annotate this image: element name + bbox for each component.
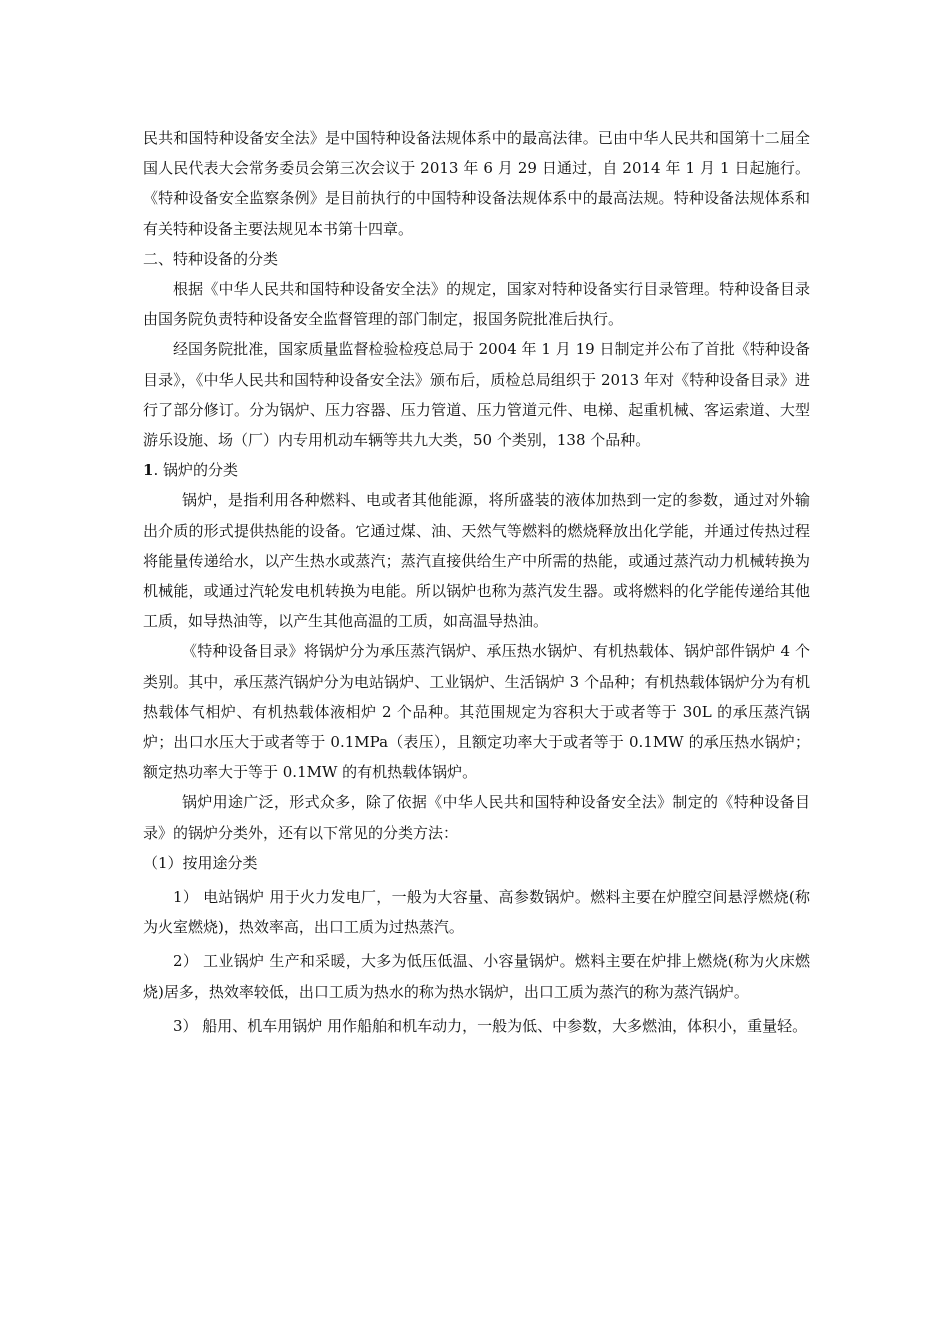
heading-boiler-classification bbox=[143, 455, 810, 485]
list-item-marine-locomotive-boiler: 3） 船用、机车用锅炉 用作船舶和机车动力，一般为低、中参数，大多燃油，体积小，重量轻。 bbox=[173, 1016, 808, 1035]
heading-by-use: （1）按用途分类 bbox=[143, 853, 258, 872]
paragraph-boiler-definition: 锅炉，是指利用各种燃料、电或者其他能源，将所盛装的液体加热到一定的参数，通过对外输出介质的形式提供热能的设备。它通过煤、油、天然气等燃料的燃烧释放出化学能，并通过传热过程将能量传递给水，以产生热水或蒸汽；蒸汽直接供给生产中所需的热能，或通过蒸汽动力机械转换为机械能，或通过汽轮发电机转换为电能。所以锅炉也称为蒸汽发生器。或将燃料的化学能传递给其他工质，如导热油等，以产生其他高温的工质，如高温导热油。 bbox=[143, 491, 810, 631]
paragraph-catalog-history: 经国务院批准，国家质量监督检验检疫总局于 2004 年 1 月 19 日制定并公布了首批《特种设备目录》，《中华人民共和国特种设备安全法》颁布后，质检总局组织于 2013 年对《特种设备目录》进行了部分修订。分为锅炉、压力容器、压力管道、压力管道元件、电梯、起重机械、客运索道、大型游乐设施、场（厂）内专用机动车辆等共九大类，50 个类别，138 个品种。 bbox=[143, 340, 810, 450]
heading-classification: 二、特种设备的分类 bbox=[143, 249, 279, 268]
list-item-industrial-boiler: 2） 工业锅炉 生产和采暖，大多为低压低温、小容量锅炉。燃料主要在炉排上燃烧(称为火床燃烧)居多，热效率较低，出口工质为热水的称为热水锅炉，出口工质为蒸汽的称为蒸汽锅炉。 bbox=[143, 952, 810, 1001]
heading-text: . 锅炉的分类 bbox=[153, 461, 238, 480]
paragraph-classification-methods: 锅炉用途广泛，形式众多，除了依据《中华人民共和国特种设备安全法》制定的《特种设备目录》的锅炉分类外，还有以下常见的分类方法： bbox=[143, 793, 810, 842]
paragraph-catalog-management: 根据《中华人民共和国特种设备安全法》的规定，国家对特种设备实行目录管理。特种设备目录由国务院负责特种设备安全监督管理的部门制定，报国务院批准后执行。 bbox=[143, 280, 810, 329]
list-item-power-station-boiler: 1） 电站锅炉 用于火力发电厂，一般为大容量、高参数锅炉。燃料主要在炉膛空间悬浮燃烧(称为火室燃烧)，热效率高，出口工质为过热蒸汽。 bbox=[143, 888, 810, 937]
paragraph-boiler-categories: 《特种设备目录》将锅炉分为承压蒸汽锅炉、承压热水锅炉、有机热载体、锅炉部件锅炉 4 个类别。其中，承压蒸汽锅炉分为电站锅炉、工业锅炉、生活锅炉 3 个品种；有机热载体锅炉分为有机热载体气相炉、有机热载体液相炉 2 个品种。其范围规定为容积大于或者等于 30L 的承压蒸汽锅炉；出口水压大于或者等于 0.1MPa（表压），且额定功率大于或者等于 0.1MW 的承压热水锅炉；额定热功率大于等于 0.1MW 的有机热载体锅炉。 bbox=[143, 642, 810, 782]
paragraph-law-hierarchy: 民共和国特种设备安全法》是中国特种设备法规体系中的最高法律。已由中华人民共和国第十二届全国人民代表大会常务委员会第三次会议于 2013 年 6 月 29 日通过，自 2014 年 1 月 1 日起施行。《特种设备安全监察条例》是目前执行的中国特种设备法规体系中的最高法规。特种设备法规体系和有关特种设备主要法规见本书第十四章。 bbox=[143, 129, 810, 238]
heading-number: 1 bbox=[143, 461, 154, 480]
